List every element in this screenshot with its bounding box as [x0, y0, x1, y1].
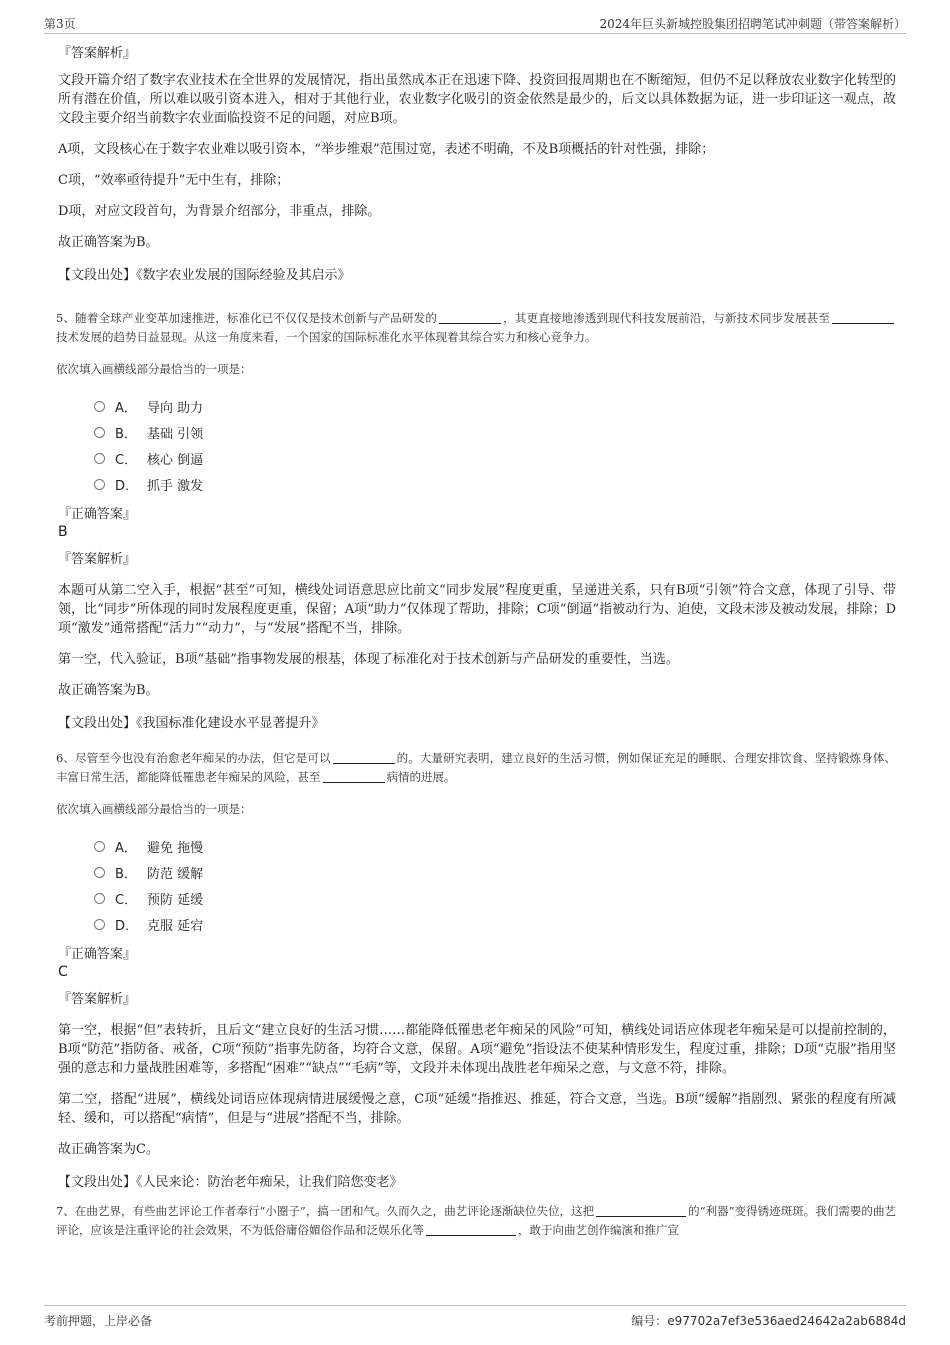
page-number: 第3页 — [44, 17, 76, 31]
option-b[interactable]: B． 防范 缓解 — [94, 859, 896, 885]
analysis-paragraph: D项，对应文段首句，为背景介绍部分，非重点，排除。 — [58, 204, 381, 219]
fill-blank — [439, 311, 501, 324]
analysis-conclusion: 故正确答案为B。 — [58, 683, 159, 698]
option-a[interactable]: A． 导向 助力 — [94, 393, 896, 419]
page-content — [56, 42, 896, 1250]
radio-icon[interactable] — [94, 919, 105, 930]
radio-icon[interactable] — [94, 427, 105, 438]
radio-icon[interactable] — [94, 841, 105, 852]
option-d[interactable]: D． 克服 延宕 — [94, 911, 896, 937]
option-d[interactable]: D． 抓手 激发 — [94, 471, 896, 497]
question-6-stem: 6、尽管至今也没有治愈老年痴呆的办法，但它是可以 的。大量研究表明，建立良好的生活习惯，例如保证充足的睡眠、合理安排饮食、坚持锻炼身体、丰富日常生活，都能降低罹患老年痴呆的风险，甚至 病情的进展。 — [56, 751, 896, 784]
analysis-paragraph: 文段开篇介绍了数字农业技术在全世界的发展情况，指出虽然成本正在迅速下降、投资回报周期也在不断缩短，但仍不足以释放农业数字化转型的所有潜在价值，所以难以吸引资本进入，相对于其他行业，农业数字化吸引的资金依然是最少的，后文以具体数据为证，进一步印证这一观点，故文段主要介绍当前数字农业面临投资不足的问题，对应B项。 — [58, 73, 896, 126]
page-footer — [44, 1305, 906, 1330]
question-5-options — [94, 393, 896, 497]
analysis-paragraph: 第一空，根据“但”表转折，且后文“建立良好的生活习惯……都能降低罹患老年痴呆的风险”可知，横线处词语应体现老年痴呆是可以提前控制的，B项“防范”指防备、戒备，C项“预防”指事先防备，均符合文意，保留。A项“避免”指设法不使某种情形发生，程度过重，排除；D项“克服”指用坚强的意志和力量战胜困难等，多搭配“困难”“缺点”“毛病”等，文段并未体现出战胜老年痴呆之意，与文意不符，排除。 — [58, 1023, 896, 1076]
analysis-label: 『答案解析』 — [58, 552, 137, 567]
analysis-paragraph: 本题可从第二空入手，根据“甚至”可知，横线处词语意思应比前文“同步发展”程度更重，呈递进关系，只有B项“引领”符合文意，体现了引导、带领，比“同步”所体现的同时发展程度更重，保留；A项“助力”仅体现了帮助，排除；C项“倒逼”指被动行为、迫使，文段未涉及被动发展，排除；D项“激发”通常搭配“活力”“动力”，与“发展”搭配不当，排除。 — [58, 583, 896, 636]
document-title: 2024年巨头新城控股集团招聘笔试冲刺题（带答案解析） — [599, 17, 906, 31]
source-citation: 【文段出处】《我国标准化建设水平显著提升》 — [58, 716, 325, 731]
analysis-paragraph: 第一空，代入验证，B项“基础”指事物发展的根基，体现了标准化对于技术创新与产品研发的重要性，当选。 — [58, 652, 679, 667]
fill-blank — [596, 1204, 686, 1217]
footer-slogan: 考前押题，上岸必备 — [44, 1314, 153, 1328]
question-5-stem: 5、随着全球产业变革加速推进，标准化已不仅仅是技术创新与产品研发的 ，其更直接地渗透到现代科技发展前沿，与新技术同步发展甚至技术发展的趋势日益显现。从这一角度来看，一个国家的国际标准化水平体现着其综合实力和核心竞争力。 — [56, 309, 896, 347]
fill-blank — [333, 751, 395, 764]
analysis-paragraph: 第二空，搭配“进展”，横线处词语应体现病情进展缓慢之意，C项“延缓”指推迟、推延，符合文意，当选。B项“缓解”指剧烈、紧张的程度有所减轻、缓和，可以搭配“病情”，但是与“进展”搭配不当，排除。 — [58, 1092, 896, 1126]
correct-answer-label: 『正确答案』 — [58, 507, 137, 522]
option-c[interactable]: C． 预防 延缓 — [94, 885, 896, 911]
correct-answer: B — [58, 524, 68, 540]
fill-blank — [832, 311, 894, 324]
correct-answer-label: 『正确答案』 — [58, 947, 137, 962]
question-6-options — [94, 833, 896, 937]
question-7-stem: 7、在曲艺界，有些曲艺评论工作者奉行“小圈子”，搞一团和气。久而久之，曲艺评论逐渐缺位失位，这把 的“利器”变得锈迹斑斑。我们需要的曲艺评论，应该是注重评论的社会效果，不为低俗庸俗媚俗作品和泛娱乐化等 ，敢于向曲艺创作编演和推广宣 — [56, 1204, 896, 1237]
radio-icon[interactable] — [94, 867, 105, 878]
page-header — [44, 13, 906, 34]
question-instruction: 依次填入画横线部分最恰当的一项是： — [56, 362, 252, 376]
analysis-label: 『答案解析』 — [58, 46, 137, 61]
radio-icon[interactable] — [94, 479, 105, 490]
analysis-label: 『答案解析』 — [58, 992, 137, 1007]
radio-icon[interactable] — [94, 453, 105, 464]
radio-icon[interactable] — [94, 893, 105, 904]
analysis-conclusion: 故正确答案为C。 — [58, 1142, 159, 1157]
source-citation: 【文段出处】《数字农业发展的国际经验及其启示》 — [58, 268, 351, 283]
option-b[interactable]: B． 基础 引领 — [94, 419, 896, 445]
correct-answer: C — [58, 964, 68, 980]
source-citation: 【文段出处】《人民来论：防治老年痴呆，让我们陪您变老》 — [58, 1175, 403, 1190]
document-id: 编号：e97702a7ef3e536aed24642a2ab6884d — [631, 1314, 906, 1328]
analysis-paragraph: C项，“效率亟待提升”无中生有，排除； — [58, 173, 290, 188]
analysis-conclusion: 故正确答案为B。 — [58, 235, 159, 250]
option-c[interactable]: C． 核心 倒逼 — [94, 445, 896, 471]
fill-blank — [323, 770, 385, 783]
analysis-paragraph: A项，文段核心在于数字农业难以吸引资本，“举步维艰”范围过宽，表述不明确，不及B项概括的针对性强，排除； — [58, 142, 715, 157]
fill-blank — [426, 1223, 516, 1236]
radio-icon[interactable] — [94, 401, 105, 412]
question-instruction: 依次填入画横线部分最恰当的一项是： — [56, 802, 252, 816]
option-a[interactable]: A． 避免 拖慢 — [94, 833, 896, 859]
